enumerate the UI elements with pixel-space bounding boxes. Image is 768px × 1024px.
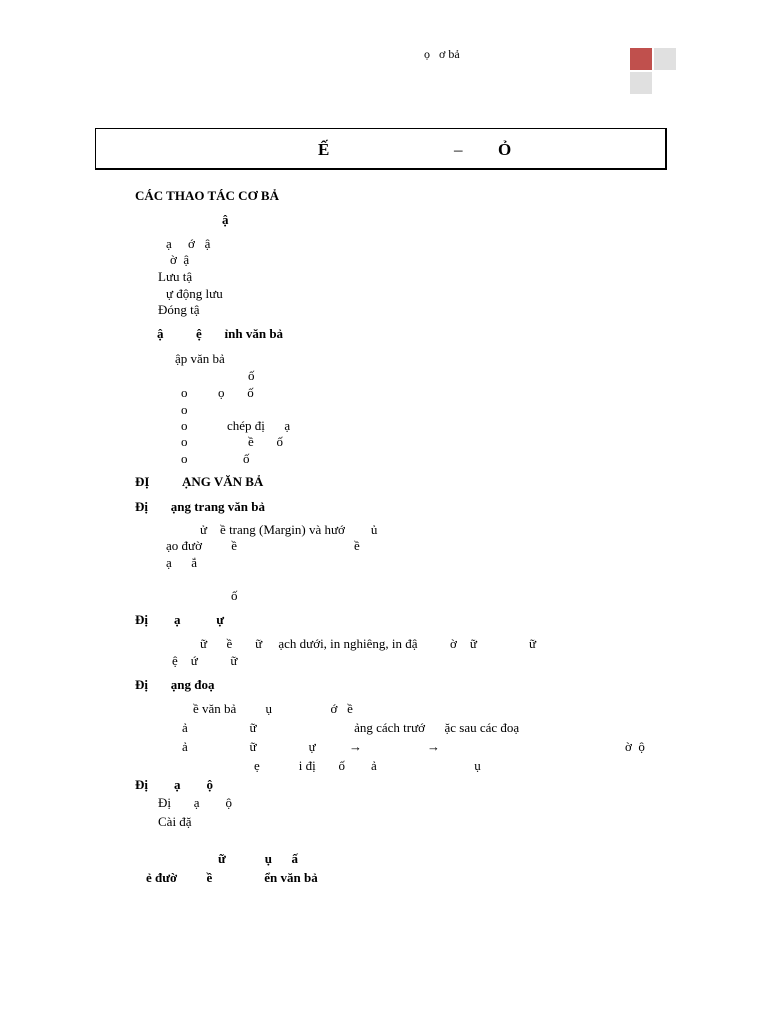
list-item: ả ữ ảng cách trướ ặc sau các đoạ [182, 720, 520, 735]
bullet-marker: o [181, 418, 188, 433]
header-tile-square [654, 48, 676, 70]
running-header: ọ ơ bả [424, 47, 460, 61]
list-item: ố [248, 368, 255, 383]
list-item: ố [231, 588, 238, 603]
list-item: ờ ậ [170, 252, 190, 267]
chapter-title-left: Ế [318, 140, 330, 159]
chapter-title-box [95, 128, 667, 170]
subsection-heading: Đị ạ ự [135, 612, 225, 627]
list-item: chép đị ạ [227, 418, 291, 433]
header-accent-square [630, 48, 652, 70]
section-heading: CÁC THAO TÁC CƠ BẢ [135, 188, 279, 203]
list-item: ữ ề ữ ạch dưới, in nghiêng, in đậ ờ ữ ữ [200, 636, 537, 651]
header-tile-square [630, 72, 652, 94]
list-item: Lưu tậ [158, 269, 193, 284]
section-heading: ĐỊ ẠNG VĂN BẢ [135, 474, 264, 489]
list-item: ẹ i đị ố ả ụ [254, 758, 481, 773]
arrow-glyph: → [349, 739, 362, 754]
list-item: ề ố [248, 434, 284, 449]
subsection-heading: Đị ạng đoạ [135, 677, 215, 692]
list-item: ử ề trang (Margin) và hướ ủ [200, 522, 378, 537]
subsection-heading: ẻ đườ ề ển văn bả [146, 870, 318, 885]
list-item: Đị ạ ộ [158, 795, 233, 810]
list-item: ạ ớ ậ [166, 236, 211, 251]
subsection-heading: ữ ụ ấ [218, 851, 299, 866]
bullet-marker: o [181, 451, 188, 466]
list-item: ập văn bả [175, 351, 225, 366]
subsection-heading: ậ [222, 212, 229, 227]
list-item: ề văn bả ụ ớ ề [193, 701, 353, 716]
arrow-glyph: → [427, 739, 440, 754]
list-item: Đóng tậ [158, 302, 200, 317]
chapter-title-right: Ỏ [498, 140, 512, 159]
list-item: ạ ắ [166, 555, 198, 570]
bullet-marker: o [181, 434, 188, 449]
chapter-title-dash: – [454, 140, 463, 159]
list-item: Cài đặ [158, 814, 192, 829]
list-item: ệ ứ ữ [172, 653, 238, 668]
bullet-marker: o [181, 385, 188, 400]
list-item: ờ ộ [625, 739, 645, 754]
list-item: ọ ố [218, 385, 254, 400]
list-item: ố [243, 451, 250, 466]
bullet-marker: o [181, 402, 188, 417]
subsection-heading: ậ ệ ỉnh văn bả [157, 326, 284, 341]
list-item: ả ữ ự [182, 739, 316, 754]
list-item: ự động lưu [166, 286, 223, 301]
list-item: ạo đườ ề ề [166, 538, 360, 553]
subsection-heading: Đị ạ ộ [135, 777, 213, 792]
subsection-heading: Đị ạng trang văn bả [135, 499, 266, 514]
